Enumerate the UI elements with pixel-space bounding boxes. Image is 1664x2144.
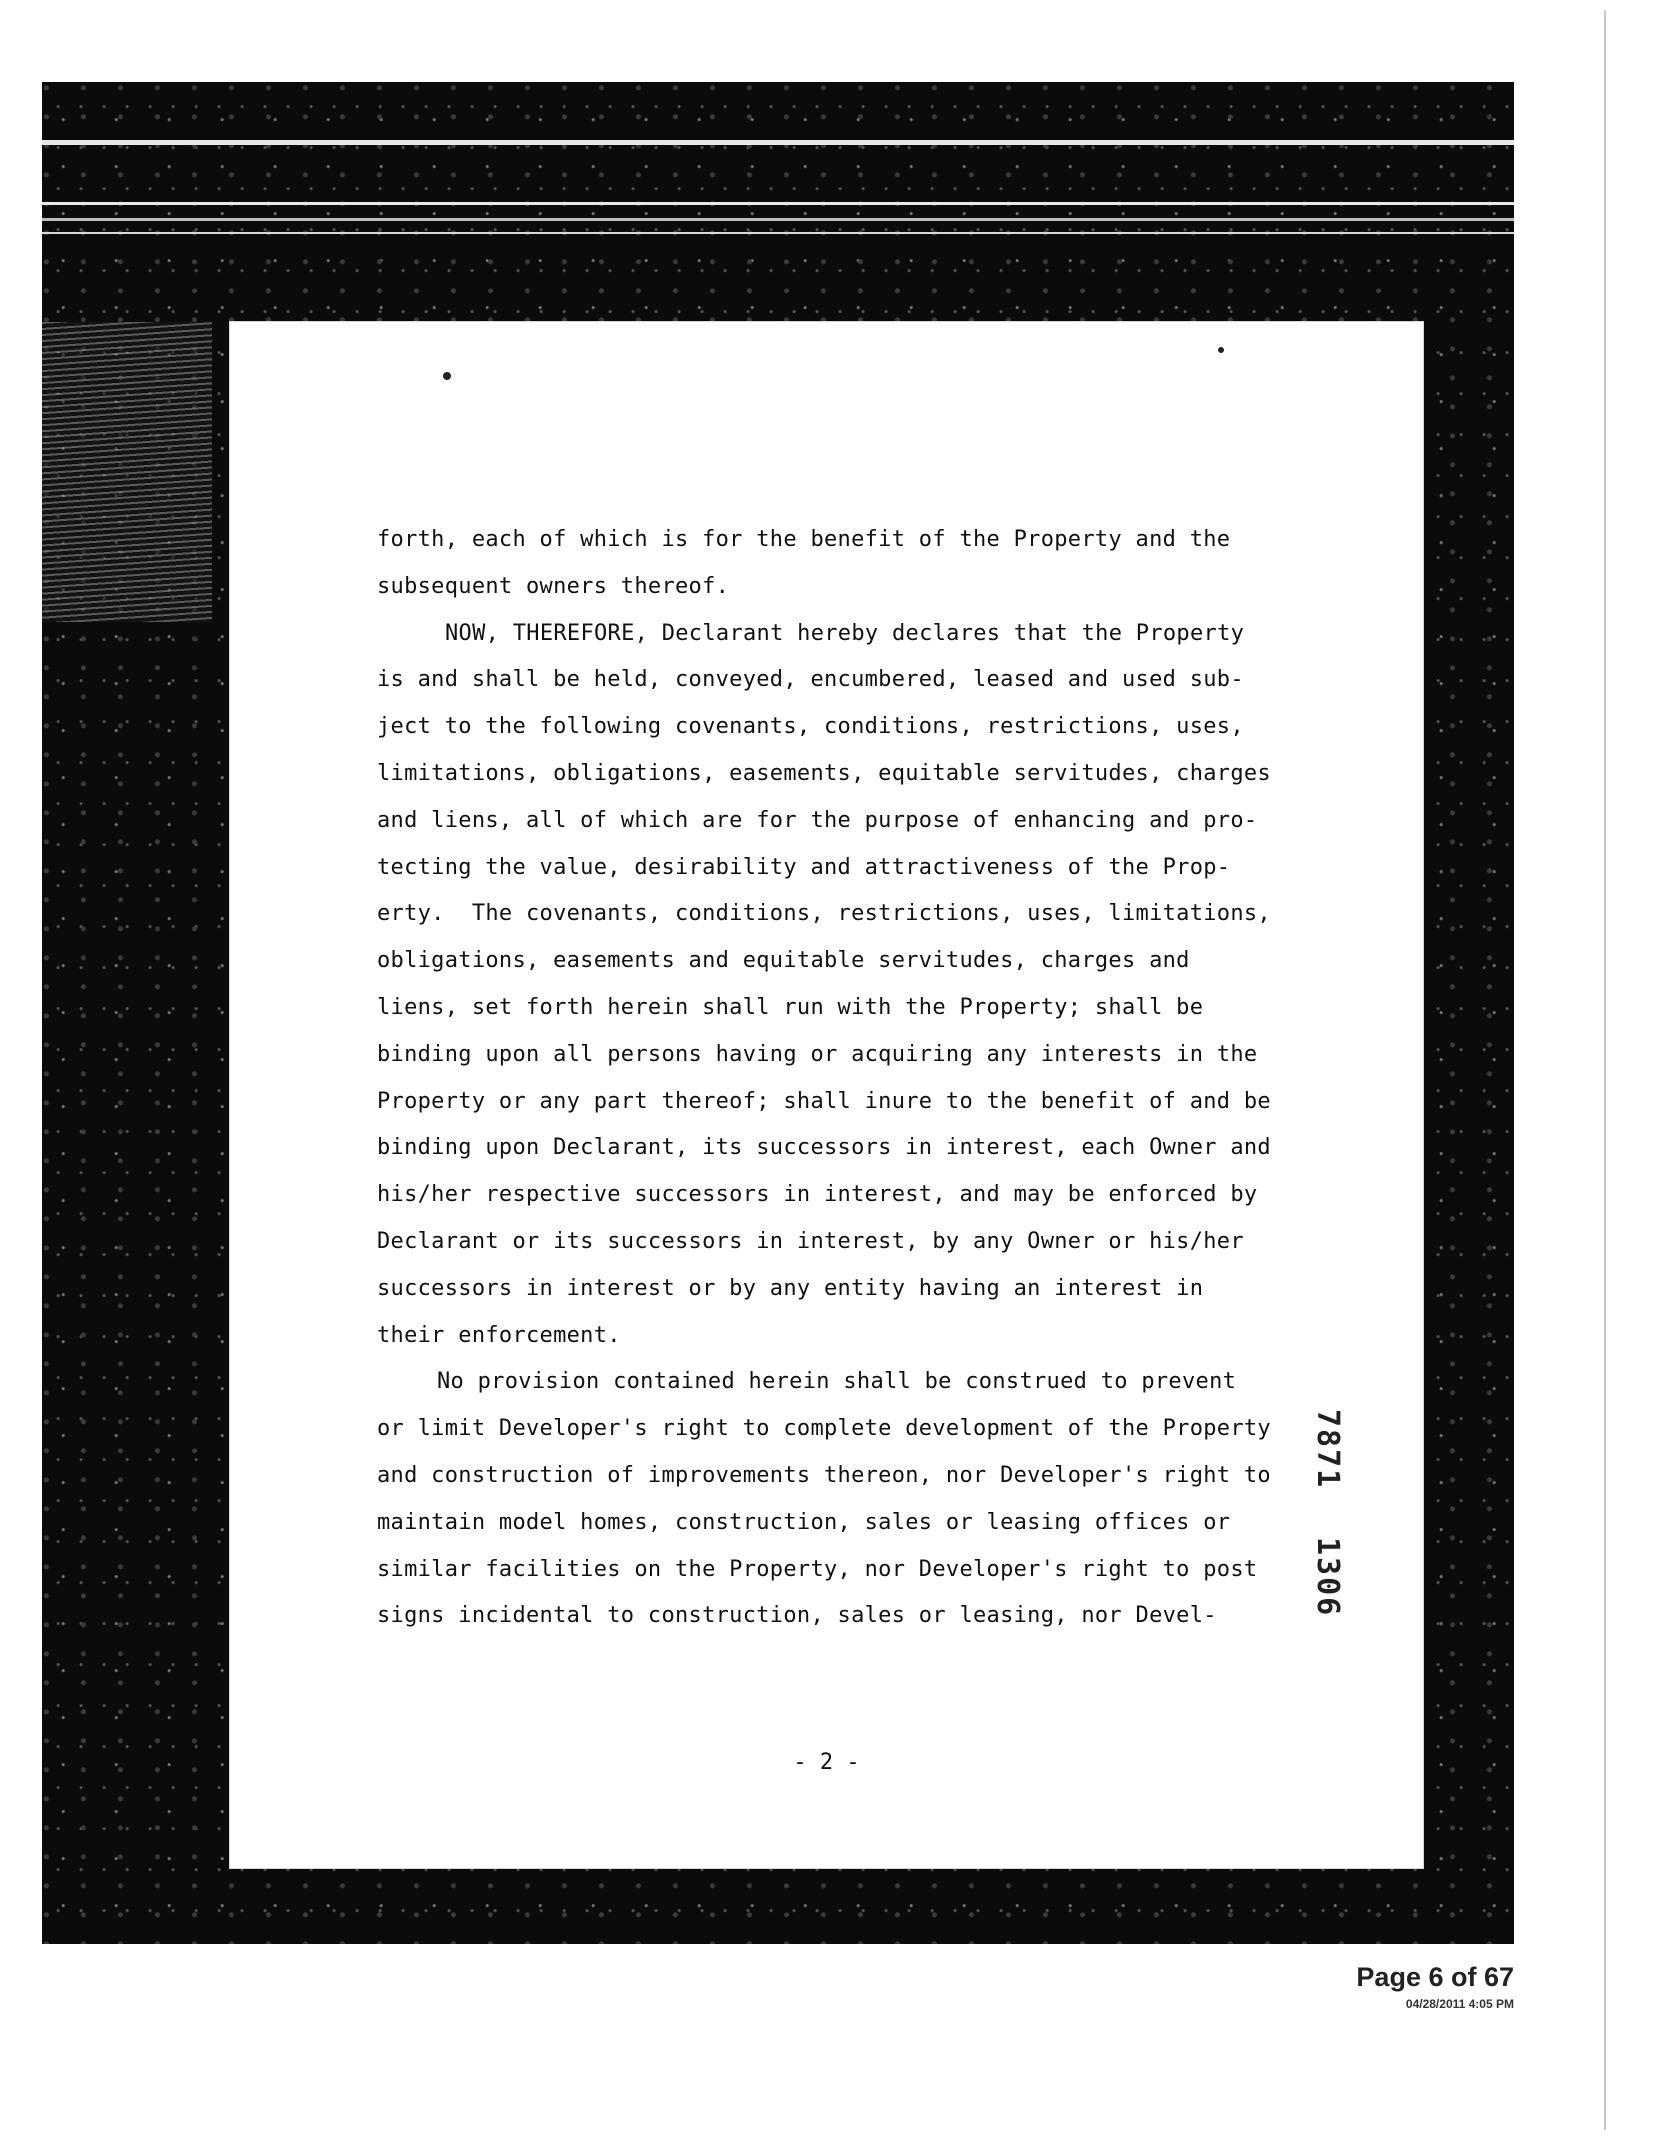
text-line: their enforcement. bbox=[377, 1322, 621, 1348]
scan-speck bbox=[443, 372, 451, 380]
document-body bbox=[377, 517, 1327, 1640]
book-number: 7871 bbox=[1310, 1409, 1345, 1490]
text-line: his/her respective successors in interest, and may be enforced by bbox=[377, 1182, 1258, 1208]
text-line: binding upon all persons having or acquiring any interests in the bbox=[377, 1041, 1258, 1067]
scan-noise bbox=[42, 322, 212, 622]
scan-artifact-line bbox=[42, 202, 1514, 205]
text-line: subsequent owners thereof. bbox=[377, 573, 730, 599]
text-line: erty. The covenants, conditions, restrictions, uses, limitations, bbox=[377, 901, 1271, 927]
scan-artifact-line bbox=[42, 218, 1514, 221]
text-line: maintain model homes, construction, sales or leasing offices or bbox=[377, 1509, 1231, 1535]
text-line: signs incidental to construction, sales or leasing, nor Devel- bbox=[377, 1603, 1217, 1629]
text-line: and liens, all of which are for the purpose of enhancing and pro- bbox=[377, 807, 1258, 833]
print-timestamp: 04/28/2011 4:05 PM bbox=[1405, 1997, 1514, 2011]
scan-margin-rule bbox=[1604, 10, 1606, 2130]
text-line: or limit Developer's right to complete development of the Property bbox=[377, 1416, 1271, 1442]
document-page bbox=[230, 322, 1423, 1868]
page-number: - 2 - bbox=[793, 1750, 860, 1775]
text-line: forth, each of which is for the benefit of the Property and the bbox=[377, 527, 1231, 552]
scan-artifact-line bbox=[42, 140, 1514, 145]
text-line: obligations, easements and equitable servitudes, charges and bbox=[377, 948, 1190, 974]
text-line: liens, set forth herein shall run with the Property; shall be bbox=[377, 994, 1204, 1020]
text-line: NOW, THEREFORE, Declarant hereby declares that the Property bbox=[445, 620, 1245, 646]
text-line: Declarant or its successors in interest, by any Owner or his/her bbox=[377, 1228, 1244, 1254]
text-line: Property or any part thereof; shall inure to the benefit of and be bbox=[377, 1088, 1271, 1114]
scan-artifact-line bbox=[42, 232, 1514, 234]
text-line: and construction of improvements thereon, nor Developer's right to bbox=[377, 1462, 1271, 1488]
page-count-label: Page 6 of 67 bbox=[1356, 1962, 1514, 1992]
page-reference-number: 1306 bbox=[1310, 1537, 1345, 1618]
text-line: ject to the following covenants, conditions, restrictions, uses, bbox=[377, 714, 1244, 740]
text-line: binding upon Declarant, its successors in interest, each Owner and bbox=[377, 1135, 1271, 1161]
text-line: No provision contained herein shall be construed to prevent bbox=[437, 1369, 1237, 1395]
text-line: is and shall be held, conveyed, encumbered, leased and used sub- bbox=[377, 667, 1244, 693]
text-line: limitations, obligations, easements, equitable servitudes, charges bbox=[377, 760, 1271, 786]
text-line: successors in interest or by any entity having an interest in bbox=[377, 1275, 1204, 1301]
scan-speck bbox=[1218, 347, 1224, 353]
text-line: similar facilities on the Property, nor Developer's right to post bbox=[377, 1556, 1258, 1582]
scanned-page-background bbox=[42, 82, 1514, 1944]
text-line: tecting the value, desirability and attractiveness of the Prop- bbox=[377, 854, 1231, 880]
